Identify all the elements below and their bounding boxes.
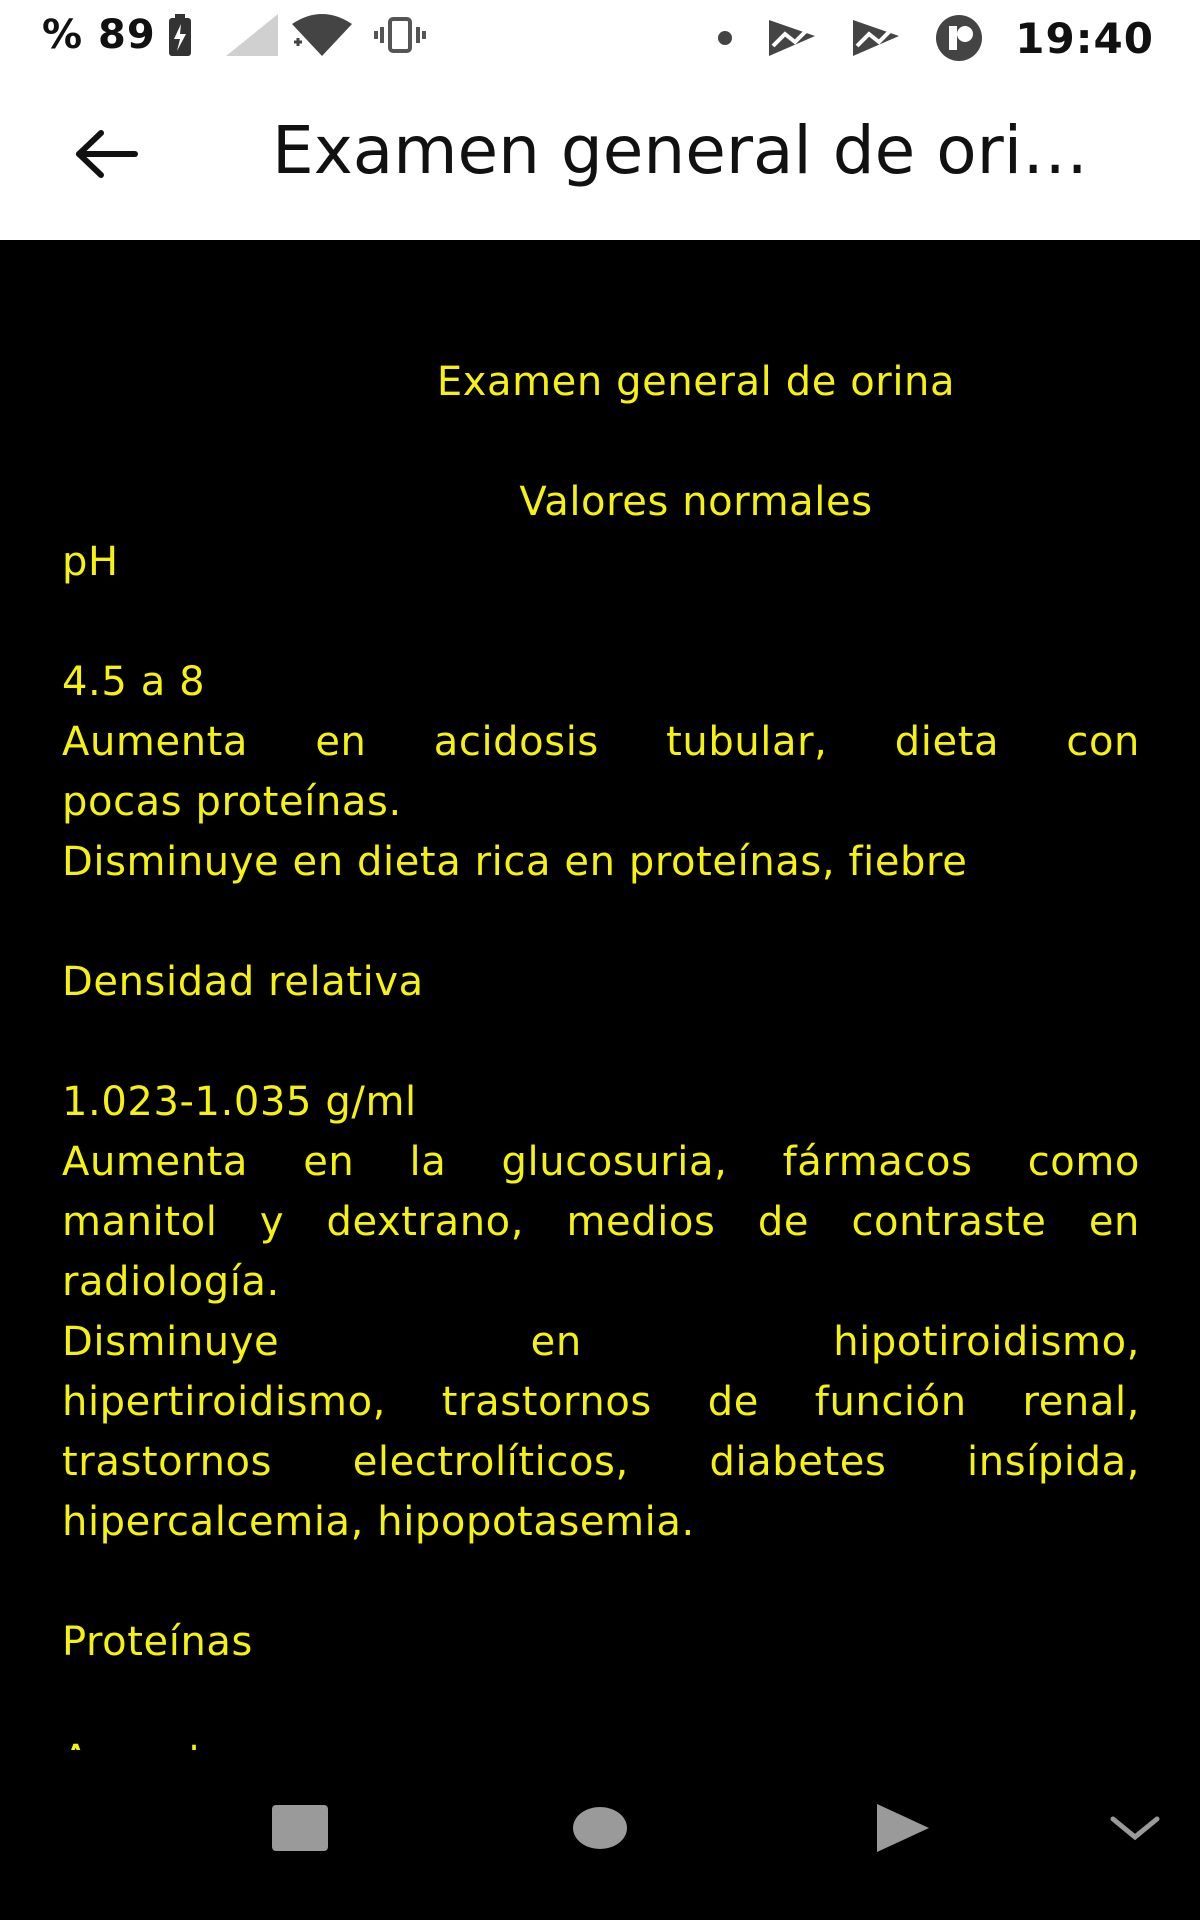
density-increase-line-1: Aumenta en la glucosuria, fármacos como [62, 1139, 1140, 1185]
home-button[interactable] [550, 1780, 650, 1880]
ph-value: 4.5 a 8 [62, 659, 206, 705]
density-increase-line-3: radiología. [62, 1259, 280, 1305]
content-heading: Examen general de orina [436, 359, 956, 405]
back-nav-button[interactable] [852, 1780, 952, 1880]
density-value: 1.023-1.035 g/ml [62, 1079, 417, 1125]
triangle-icon [873, 1802, 931, 1858]
square-icon [270, 1803, 330, 1857]
app-bar [0, 74, 1200, 241]
navigation-bar [0, 1750, 1200, 1920]
circle-icon [572, 1805, 628, 1855]
recent-apps-button[interactable] [250, 1780, 350, 1880]
status-bar [0, 0, 1200, 74]
back-arrow-icon [71, 129, 141, 183]
back-button[interactable] [56, 116, 156, 196]
app-notification-icon [849, 16, 903, 60]
cell-signal-icon [224, 12, 280, 58]
page-title: Examen general de ori… [272, 112, 1089, 189]
app-notification-icon [933, 12, 985, 64]
density-decrease-line-2: hipertiroidismo, trastornos de función renal, [62, 1379, 1140, 1425]
density-decrease-line-1: Disminuye en hipotiroidismo, [62, 1319, 1140, 1365]
battery-charging-icon [166, 12, 194, 58]
density-label: Densidad relativa [62, 959, 424, 1005]
content-area[interactable] [0, 240, 1200, 1750]
notification-dot-icon [715, 28, 735, 48]
chevron-down-icon [1109, 1813, 1161, 1847]
density-decrease-line-4: hipercalcemia, hipopotasemia. [62, 1499, 695, 1545]
clock: 19:40 [1015, 13, 1154, 63]
hide-nav-button[interactable] [1090, 1780, 1180, 1880]
density-increase-line-2: manitol y dextrano, medios de contraste en [62, 1199, 1140, 1245]
ph-increase-line-1: Aumenta en acidosis tubular, dieta con [62, 719, 1140, 765]
density-decrease-line-3: trastornos electrolíticos, diabetes insípida, [62, 1439, 1140, 1485]
app-notification-icon [765, 16, 819, 60]
content-subheading: Valores normales [519, 479, 873, 525]
status-right [715, 12, 1154, 64]
proteins-label: Proteínas [62, 1619, 253, 1665]
status-left [42, 12, 426, 58]
ph-label: pH [62, 539, 119, 585]
ph-increase-line-2: pocas proteínas. [62, 779, 402, 825]
ph-decrease: Disminuye en dieta rica en proteínas, fiebre [62, 839, 968, 885]
battery-percent: % 89 [42, 12, 156, 58]
vibrate-icon [374, 15, 426, 55]
wifi-icon [290, 12, 354, 58]
